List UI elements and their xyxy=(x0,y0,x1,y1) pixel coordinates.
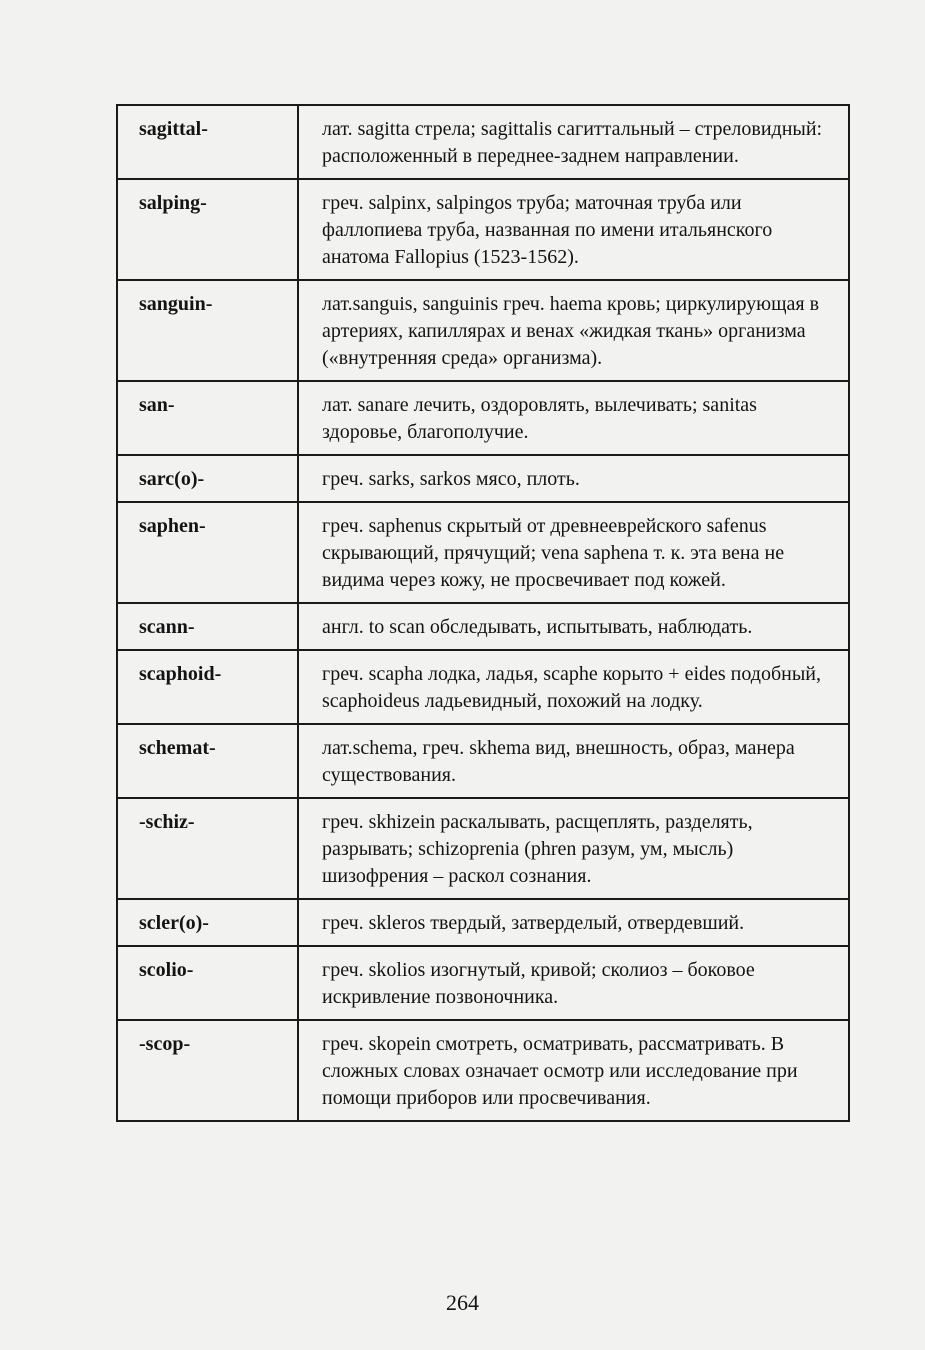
dictionary-table xyxy=(116,104,850,1122)
definition-cell: греч. skhizein раскалывать, расщеплять, разделять, разрывать; schizoprenia (phren разум, ум, мысль) шизофрения – раскол сознания. xyxy=(298,798,849,899)
definition-cell: греч. salpinx, salpingos труба; маточная труба или фаллопиева труба, названная по имени итальянского анатома Fallopius (1523-1562). xyxy=(298,179,849,280)
term-cell: scaphoid- xyxy=(117,650,298,724)
definition-cell: греч. skolios изогнутый, кривой; сколиоз – боковое искривление позвоночника. xyxy=(298,946,849,1020)
term-cell: -scop- xyxy=(117,1020,298,1121)
definition-cell: греч. saphenus скрытый от древнееврейского safenus скрывающий, прячущий; vena saphena т. к. эта вена не видима через кожу, не просвечивает под кожей. xyxy=(298,502,849,603)
term-cell: sarc(o)- xyxy=(117,455,298,502)
table-row xyxy=(117,455,849,502)
definition-cell: греч. skleros твердый, затверделый, отвердевший. xyxy=(298,899,849,946)
definition-cell: лат. sanare лечить, оздоровлять, вылечивать; sanitas здоровье, благополучие. xyxy=(298,381,849,455)
term-cell: sanguin- xyxy=(117,280,298,381)
page-number: 264 xyxy=(446,1290,479,1315)
term-cell: scann- xyxy=(117,603,298,650)
table-row xyxy=(117,899,849,946)
term-cell: salping- xyxy=(117,179,298,280)
term-cell: -schiz- xyxy=(117,798,298,899)
table-row xyxy=(117,1020,849,1121)
term-cell: sagittal- xyxy=(117,105,298,179)
term-cell: san- xyxy=(117,381,298,455)
definition-cell: лат. sagitta стрела; sagittalis сагиттальный – стреловидный: расположенный в переднее-заднем направлении. xyxy=(298,105,849,179)
term-cell: schemat- xyxy=(117,724,298,798)
table-row xyxy=(117,798,849,899)
table-row xyxy=(117,502,849,603)
definition-cell: греч. scapha лодка, ладья, scaphe корыто + eides подобный, scaphoideus ладьевидный, похожий на лодку. xyxy=(298,650,849,724)
definition-cell: англ. to scan обследывать, испытывать, наблюдать. xyxy=(298,603,849,650)
table-row xyxy=(117,105,849,179)
table-row xyxy=(117,280,849,381)
term-cell: saphen- xyxy=(117,502,298,603)
definition-cell: греч. sarks, sarkos мясо, плоть. xyxy=(298,455,849,502)
table-row xyxy=(117,179,849,280)
definition-cell: греч. skopein смотреть, осматривать, рассматривать. В сложных словах означает осмотр или исследование при помощи приборов или просвечивания. xyxy=(298,1020,849,1121)
definition-cell: лат.sanguis, sanguinis греч. haema кровь; циркулирующая в артериях, капиллярах и венах «жидкая ткань» организма («внутренняя среда» организма). xyxy=(298,280,849,381)
term-cell: scolio- xyxy=(117,946,298,1020)
table-row xyxy=(117,946,849,1020)
definition-cell: лат.schema, греч. skhema вид, внешность, образ, манера существования. xyxy=(298,724,849,798)
table-row xyxy=(117,724,849,798)
table-row xyxy=(117,603,849,650)
term-cell: scler(o)- xyxy=(117,899,298,946)
table-row xyxy=(117,381,849,455)
table-row xyxy=(117,650,849,724)
